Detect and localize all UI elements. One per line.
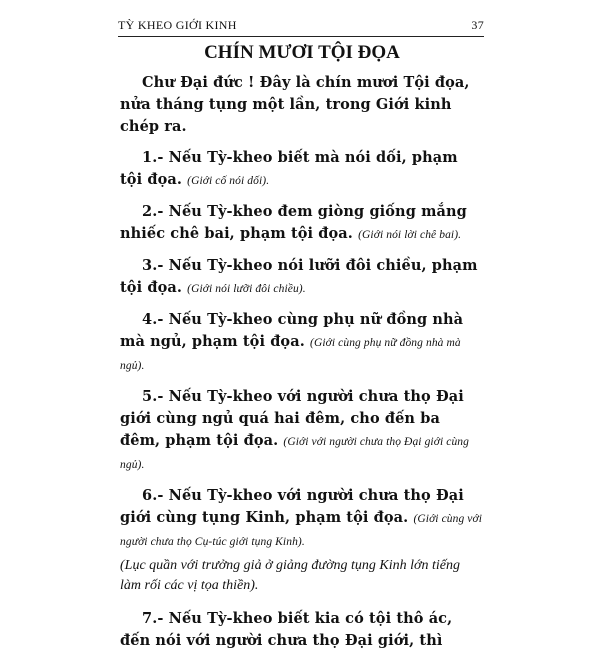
running-header — [118, 14, 484, 37]
rule-note: (Giới cùng phụ nữ đồng nhà mà ngủ). — [120, 337, 461, 372]
rule-text: 2.- Nếu Tỳ-kheo đem giòng giống mắng nhiếc chê bai, phạm tội đọa. — [120, 203, 467, 242]
rule-1 — [120, 147, 484, 192]
rule-2 — [120, 201, 484, 246]
rule-5 — [120, 386, 484, 476]
rule-7 — [120, 608, 484, 652]
rule-note: (Giới cố nói dối). — [187, 175, 270, 187]
rule-note: (Giới với người chưa thọ Đại giới cùng ngủ). — [120, 436, 469, 471]
running-title: TỲ KHEO GIỚI KINH — [118, 18, 237, 32]
intro-paragraph: Chư Đại đức ! Đây là chín mươi Tội đọa, nửa tháng tụng một lần, trong Giới kinh chép ra. — [120, 74, 470, 135]
rule-text: 5.- Nếu Tỳ-kheo với người chưa thọ Đại giới cùng ngủ quá hai đêm, cho đến ba đêm, phạm tội đọa. — [120, 388, 464, 449]
chapter-title: CHÍN MƯƠI TỘI ĐỌA — [204, 42, 400, 63]
rule-text: 4.- Nếu Tỳ-kheo cùng phụ nữ đồng nhà mà ngủ, phạm tội đọa. — [120, 311, 464, 350]
rule-6 — [120, 485, 484, 553]
rule-note: (Giới cùng với người chưa thọ Cụ-túc giới tụng Kinh). — [120, 513, 483, 548]
rule-text: 6.- Nếu Tỳ-kheo với người chưa thọ Đại giới cùng tụng Kinh, phạm tội đọa. — [120, 487, 464, 526]
page-number: 37 — [471, 18, 484, 32]
page-body — [120, 42, 484, 661]
rule-note: (Giới nói lời chê bai). — [358, 229, 462, 241]
rule-note: (Giới nói lưỡi đôi chiều). — [187, 283, 306, 295]
rule-text: 7.- Nếu Tỳ-kheo biết kia có tội thô ác, đến nói với người chưa thọ Đại giới, thì — [120, 610, 453, 649]
rule-text: 1.- Nếu Tỳ-kheo biết mà nói dối, phạm tội đọa. — [120, 149, 458, 188]
rule-3 — [120, 255, 484, 300]
rule-text: 3.- Nếu Tỳ-kheo nói lưỡi đôi chiều, phạm tội đọa. — [120, 257, 478, 296]
rule-4 — [120, 309, 484, 377]
rule-6-extra-note: (Lục quần với trưởng giả ở giảng đường tụng Kinh lớn tiếng làm rối các vị tọa thiền). — [120, 558, 461, 593]
